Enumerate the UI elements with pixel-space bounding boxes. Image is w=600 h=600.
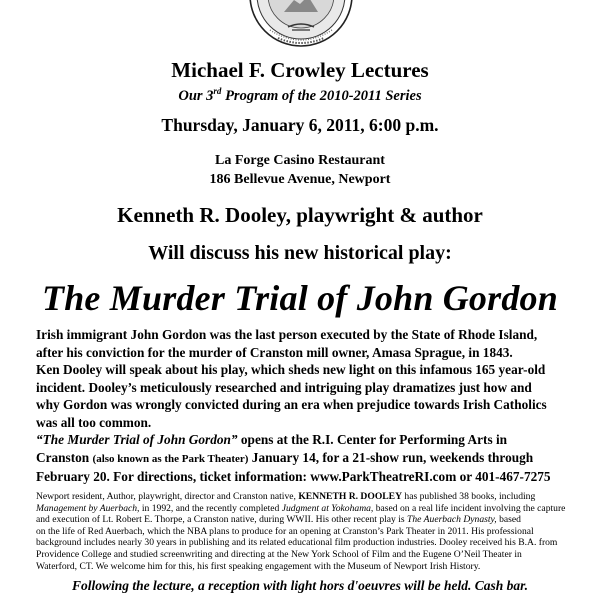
show-line-1-text: opens at the R.I. Center for Performing Arts in	[237, 432, 508, 447]
bio-line: on the life of Red Auerbach, which the NBA plans to produce for an opening at Cranston’s Park Theater in 2011. His professional	[36, 525, 534, 537]
bio-line: Providence College and studied screenwriting and directing at the New York School of Film and the Eugene O’Neil Theater in	[36, 548, 522, 560]
intro-line: after his conviction for the murder of Cranston mill owner, Amasa Sprague, in 1843.	[36, 344, 513, 360]
show-line-2	[36, 449, 596, 469]
program-ordinal: rd	[213, 86, 222, 96]
show-title-quote: “The Murder Trial of John Gordon”	[36, 432, 238, 447]
show-paragraph	[36, 431, 596, 486]
intro-line: Irish immigrant John Gordon was the last person executed by the State of Rhode Island,	[36, 327, 538, 342]
play-title: The Murder Trial of John Gordon	[42, 278, 558, 318]
venue	[0, 151, 600, 189]
show-line-2-aside: (also known as the Park Theater)	[92, 452, 249, 465]
series-title: Michael F. Crowley Lectures	[171, 58, 429, 82]
bio-paragraph	[36, 491, 596, 572]
intro-line: Ken Dooley will speak about his play, which sheds new light on this infamous 165 year-old	[36, 362, 546, 378]
intro-line: why Gordon was wrongly convicted during an era when prejudice towards Irish Catholics	[36, 397, 547, 413]
program-prefix: Our 3	[178, 87, 214, 104]
show-line-2-start: Cranston	[36, 449, 93, 465]
show-line-1	[36, 431, 596, 449]
bio-text: has published 38 books, including	[402, 491, 536, 502]
bio-text: in 1992, and the recently completed	[139, 502, 282, 514]
show-line-2-text: January 14, for a 21-show run, weekends through	[248, 449, 534, 465]
bio-text: Newport resident, Author, playwright, director and Cranston native,	[36, 491, 299, 502]
bio-book-title: Judgment at Yokohama,	[281, 502, 374, 514]
event-date-time: Thursday, January 6, 2011, 6:00 p.m.	[161, 115, 439, 135]
bio-line: background includes nearly 30 years in publishing and its related educational film production industries. Dooley received his B.A. from	[36, 537, 558, 549]
intro-line: was all too common.	[36, 414, 152, 430]
program-suffix: Program of the 2010-2011 Series	[221, 87, 422, 104]
bio-author-name: KENNETH R. DOOLEY	[298, 491, 403, 502]
intro-line: incident. Dooley’s meticulously researched and intriguing play dramatizes just how and	[36, 379, 532, 395]
bio-line	[36, 491, 596, 503]
discuss-line: Will discuss his new historical play:	[148, 242, 452, 264]
intro-paragraph	[36, 326, 596, 432]
venue-name: La Forge Casino Restaurant	[215, 153, 385, 168]
bio-play-title: The Auerbach Dynasty,	[407, 514, 497, 526]
museum-seal-icon	[248, 0, 354, 48]
venue-address: 186 Bellevue Avenue, Newport	[209, 172, 391, 187]
show-line-3: February 20. For directions, ticket information: www.ParkTheatreRI.com or 401-467-7275	[36, 469, 551, 485]
bio-book-title: Management by Auerbach,	[36, 502, 140, 514]
bio-text: based on a real life incident involving the capture	[373, 502, 566, 514]
program-subtitle	[0, 86, 600, 105]
bio-text: and execution of Lt. Robert E. Thorpe, a Cranston native, during WWII. His other recent play is	[36, 514, 408, 526]
speaker-line: Kenneth R. Dooley, playwright & author	[117, 203, 483, 227]
bio-line	[36, 503, 596, 515]
bio-line	[36, 514, 596, 526]
reception-note: Following the lecture, a reception with light hors d'oeuvres will be held. Cash bar.	[71, 578, 529, 593]
bio-line: Waterford, CT. We welcome him for this, his first speaking engagement with the Museum of Newport Irish History.	[36, 560, 481, 572]
bio-text: based	[496, 514, 521, 526]
